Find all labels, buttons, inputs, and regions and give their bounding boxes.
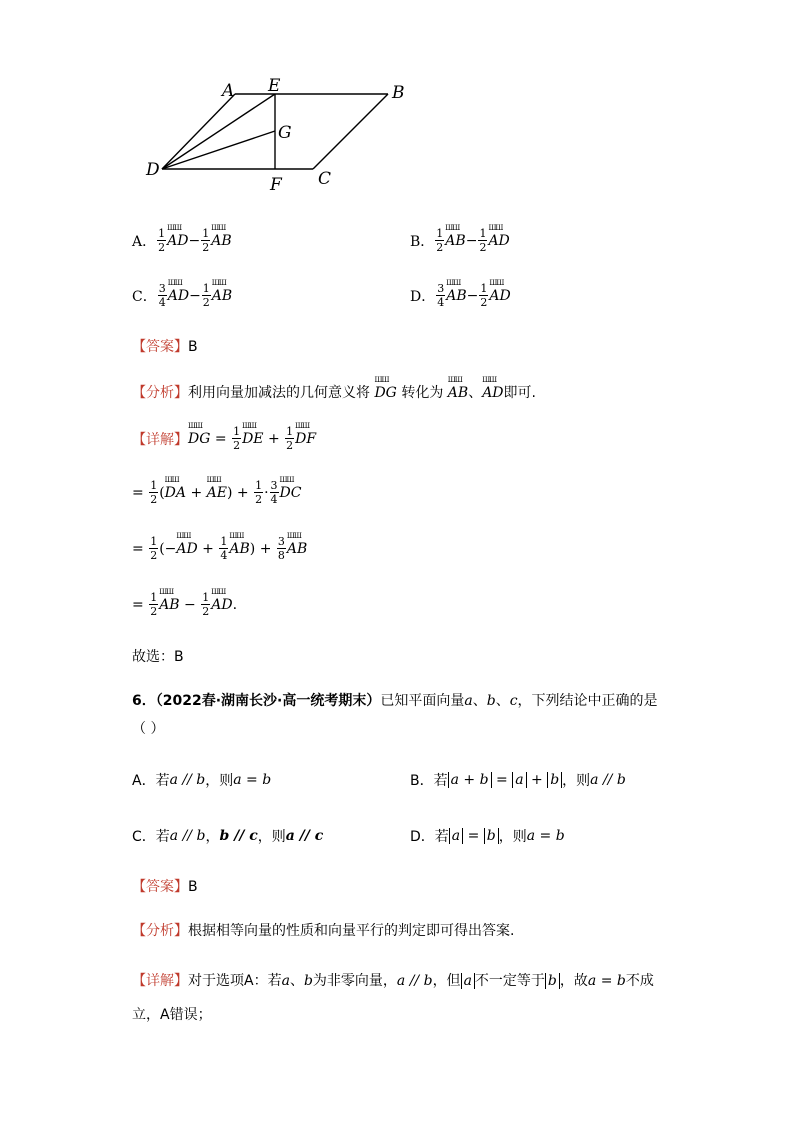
q6-option-b[interactable]: B． 若 a + b = a + b ，则 a // b (410, 772, 626, 789)
q6-option-d[interactable]: D． 若 a = b ，则 a = b (410, 828, 565, 845)
q5-answer: 【答案】B (132, 339, 198, 355)
q6-stem: 6．（2022春·湖南长沙·高一统考期末）已知平面向量a、b、c，下列结论中正确的是 (132, 693, 658, 709)
q5-detail-line-3: = $\frac{1}{2}$ (− ШШ AD + $\frac{1}{4}$ ШШ AB ) + $\frac{3}{8}$ ШШ AB (132, 536, 307, 561)
q5-option-a[interactable]: A． $\frac{1}{2}$ ШШ AD − $\frac{1}{2}$ ШШ AB (132, 228, 232, 253)
q5-choose: 故选：B (132, 649, 184, 665)
label-f: F (270, 175, 282, 195)
edge-da (162, 94, 235, 169)
label-d: D (146, 160, 160, 180)
q6-paren: （ ） (132, 721, 165, 737)
segment-de (162, 94, 275, 169)
q5-detail-line-1: 【详解】 ШШ DG = $\frac{1}{2}$ ШШ DE + $\frac{1}{2}$ ШШ DF (132, 426, 316, 451)
q6-option-a[interactable]: A． 若 a // b ，则 a = b (132, 772, 272, 789)
q5-option-c[interactable]: C． $\frac{3}{4}$ ШШ AD − $\frac{1}{2}$ ШШ AB (132, 283, 232, 308)
q5-detail-line-2: = $\frac{1}{2}$ ( ШШ DA + ШШ AE ) + $\frac{1}{2}$ · $\frac{3}{4}$ ШШ DC (132, 480, 301, 505)
q6-answer: 【答案】B (132, 879, 198, 895)
q5-analysis: 【分析】利用向量加减法的几何意义将 ШШ DG 转化为 ШШ AB、ШШ AD即可. (132, 382, 536, 402)
q5-option-b[interactable]: B． $\frac{1}{2}$ ШШ AB − $\frac{1}{2}$ ШШ AD (410, 228, 510, 253)
segment-dg (162, 131, 275, 169)
edge-bc (313, 94, 388, 169)
label-a: A (222, 81, 235, 101)
q6-detail-line-2: 立，A错误； (132, 1007, 212, 1023)
label-e: E (268, 78, 281, 96)
q6-detail-line-1: 【详解】对于选项A：若a、b为非零向量，a // b，但 a 不一定等于 b ，故a = b不成 (132, 973, 654, 989)
q6-analysis: 【分析】根据相等向量的性质和向量平行的判定即可得出答案. (132, 923, 515, 939)
label-b: B (392, 83, 405, 103)
q6-option-c[interactable]: C． 若 a // b ， b // c ，则 a // c (132, 828, 324, 845)
parallelogram-figure (140, 78, 420, 198)
q5-option-d[interactable]: D． $\frac{3}{4}$ ШШ AB − $\frac{1}{2}$ ШШ AD (410, 283, 511, 308)
q5-detail-line-4: = $\frac{1}{2}$ ШШ AB − $\frac{1}{2}$ ШШ AD . (132, 592, 237, 617)
label-c: C (318, 169, 332, 189)
label-g: G (278, 123, 292, 143)
